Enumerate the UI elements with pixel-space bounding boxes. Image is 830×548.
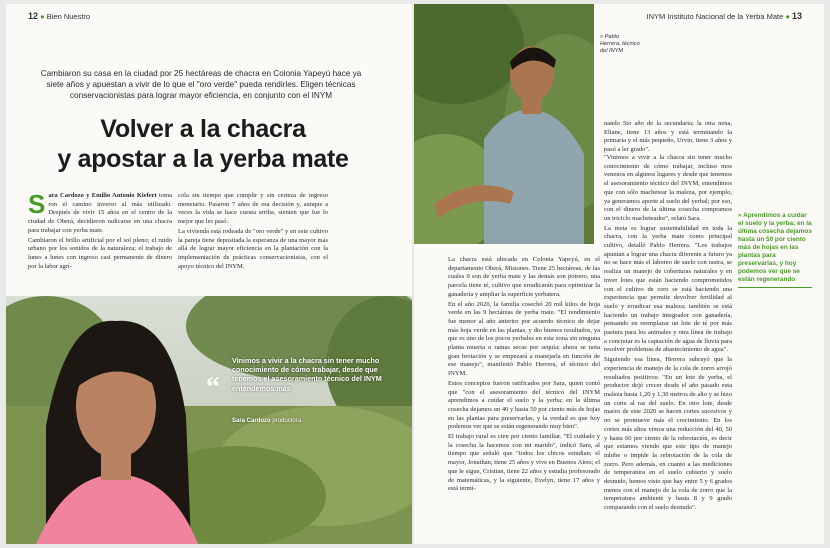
right-column-2-top: nando 5to año de la secundaria; la otra nena, Eliane, tiene 13 años y está terminando la primaria y el más pequeño, Urvin, tiene 3 años y pasó a ler grado". [604, 120, 732, 154]
body-paragraph: La vivienda está rodeada de "oro verde" y en este cultivo la pareja tiene depositada la esperanza de una mayor más allá de lograr mayor eficiencia en la plantación con la implementación de prácticas conservacionistas, con el apoyo técnico del INYM. [178, 227, 328, 270]
folio-dot-icon: ● [785, 12, 790, 21]
right-folio [647, 11, 802, 21]
body-paragraph: Estos conceptos fueron ratificados por Sara, quien contó que "con el asesoramiento del técnico del INYM aprendimos a cuidar el suelo y la yerba; en la última cosecha dejamos un 40 y hasta 50 por ciento más de hojas en las plantas para preservarlas, y la verdad es que hoy podemos ver que se están regenerando muy bien". [448, 379, 600, 431]
right-body-column-2 [604, 154, 732, 514]
article-headline [20, 114, 386, 174]
right-page [414, 4, 824, 544]
body-paragraph: cola sin tiempo que cumplir y sin certeza de ingreso monetario. Pasaron 7 años de esa decisión y, aunque a veces la vida se hace cuesta arriba, sienten que fue lo mejor que les pasó. [178, 192, 328, 226]
right-page-number: 13 [791, 11, 802, 21]
left-body-column-2 [178, 192, 328, 272]
folio-dot-icon: ● [40, 12, 45, 21]
body-paragraph: El trabajo rural es cien por ciento familiar. "El cuidado y la cosecha la hacemos con mi marido", indicó Sara, al tiempo que señaló que "todos los chicos estudian; el mayor, Jonathan, tiene 25 años y vive en Buenos Aires; el que le sigue, Cristian, tiene 22 años y estudia profesorado de matemáticas, y la siguiente, Evelyn, tiene 17 años y está termi- [448, 433, 600, 493]
body-paragraph: La meta es lograr sustentabilidad en toda la chacra, con la yerba mate como principal cultivo, detalló Pablo Herrera. "Los trabajos apuntan a lograr una chacra diferente a futuro ya no se hace más el laboreo de suelo con rastra, se realiza un manejo de coberturas naturales y en inver lotes que están haciendo comprometidos con el cultivo de cero se está haciendo una experiencia que permite devolver fertilidad al suelo y erradicar esa maleza; también se está haciendo un trabajo integrador con ganadería, pensando en reemplazar un lote de té por más pastura para los animales y otra línea de trabajo a concretar es la captación de agua de lluvia para resolver problemas de abastecimiento de agua". [604, 224, 732, 354]
quote-author: Sara Cardozo [232, 418, 271, 424]
headline-line-1: Volver a la chacra [100, 115, 306, 143]
body-paragraph: Cambiaron el brillo artificial por el sol pleno; el ruido urbano por los sonidos de la naturaleza; el trabajo de lunes a lunes con ingreso casi permanente de dinero por la labor agrí- [28, 236, 172, 270]
photo-sara-cardozo [6, 296, 412, 544]
photo-caption: » Pablo Herrera, técnico del INYM [600, 34, 640, 54]
lead-names: ara Cardozo y Emilio Antonio Kiefert [48, 192, 157, 199]
quote-credit [232, 418, 301, 424]
right-body-column-1 [448, 256, 600, 495]
lead-text: toma ron el camino inverso al más utilizado. Después de vivir 15 años en el centro de la ciudad de Oberá, decidieron radicarse en una chacra para trabajar con yerba mate. [28, 192, 173, 234]
quote-role: productora [272, 418, 302, 424]
drop-cap: S [28, 189, 46, 219]
headline-line-2: y apostar a la yerba mate [57, 145, 349, 173]
right-header-title: INYM Instituto Nacional de la Yerba Mate [646, 12, 784, 21]
left-section-name: Bien Nuestro [46, 12, 91, 21]
photo-pablo-herrera [414, 4, 594, 244]
pull-quote: » Aprendimos a cuidar el suelo y la yerba; en la última cosecha dejamos hasta un 50 por ciento más de hojas en las plantas para preservarlas, y hoy podemos ver que se están regenerando [738, 212, 812, 288]
left-folio [28, 11, 90, 21]
body-paragraph: Siguiendo esa línea, Herrera subrayó que la experiencia de manejo de la cola de zorro arrojó resultados positivos: "En un lote de yerba, el productor dejó crecer desde el año pasado esta maleza hasta 1,20 y 1,30 metros de alto y se hizo un corte al ras del suelo. En otro lote, desde marzo de este 2020 se hacen cortes sucesivos y no se promueve más el crecimiento. En los cortes más altos vimos una reducción del 40, 50 y hasta 60 por ciento de la rebrotación, es decir que estamos viendo que este tipo de manejo inhibe o impide la rebrotación de la cola de zorro. Pero además, en cuanto a las mediciones de temperatura en el suelo cubierto y suelo desnudo, hemos visto que hay entre 5 y 6 grados menos con el manejo de la cola de zorro que la temperatura ambiente y hasta 8 y 9 grado comparando con el suelo desnudo". [604, 356, 732, 512]
left-page-number: 12 [28, 11, 39, 21]
photo-quote: Vinimos a vivir a la chacra sin tener mucho conocimiento de cómo trabajar, desde que tenemos el asesoramiento técnico del INYM entendemos más [232, 356, 382, 393]
body-paragraph: "Vinimos a vivir a la chacra sin tener mucho conocimiento de cómo trabajar, incluso mos venenos en algunos lugares y desde que tenemos el asesoramiento técnico del INYM, entendimos que con sólo machetear la maleza, por ejemplo, ya generamos aporte al suelo del yerbal; por eso, con el dinero de la última cosecha compramos un triciclo macheteador", relató Sara. [604, 154, 732, 222]
left-body-column-1 [28, 189, 173, 272]
quote-mark-icon: “ [206, 372, 220, 403]
article-lede: Cambiaron su casa en la ciudad por 25 hectáreas de chacra en Colonia Yapeyú hace ya siete años y apuestan a vivir de lo que el "oro verde" pueda rendirles. Eligen técnicas conservacionistas para lograr mayor eficiencia, en conjunto con el INYM [40, 69, 362, 101]
left-page [6, 4, 412, 544]
body-paragraph: En el año 2020, la familia cosechó 20 mil kilos de hoja verde en las 9 hectáreas de yerba mate. "El rendimiento fue menor al año anterior por acuerdo técnico de dejar más hoja verde en las plantas, y dio buenos resultados, ya que es uno de los pocos yerbales en esta zona sin ninguna planta muerta o ramas secas por sequía; ahora se nota gran brotación y se empezará a manejarla en función de ese manejo", manifestó Pablo Herrera, el técnico del INYM. [448, 300, 600, 378]
body-paragraph: La chacra está ubicada en Colonia Yapeyú, en el departamento Oberá, Misiones. Tiene 25 hectáreas, de las cuales 9 son de yerba mate y las demás son potrero, una parcela tiene té, cultivo que erradicarán para optimizar la ganadería y ampliar la superficie yerbatera. [448, 256, 600, 298]
